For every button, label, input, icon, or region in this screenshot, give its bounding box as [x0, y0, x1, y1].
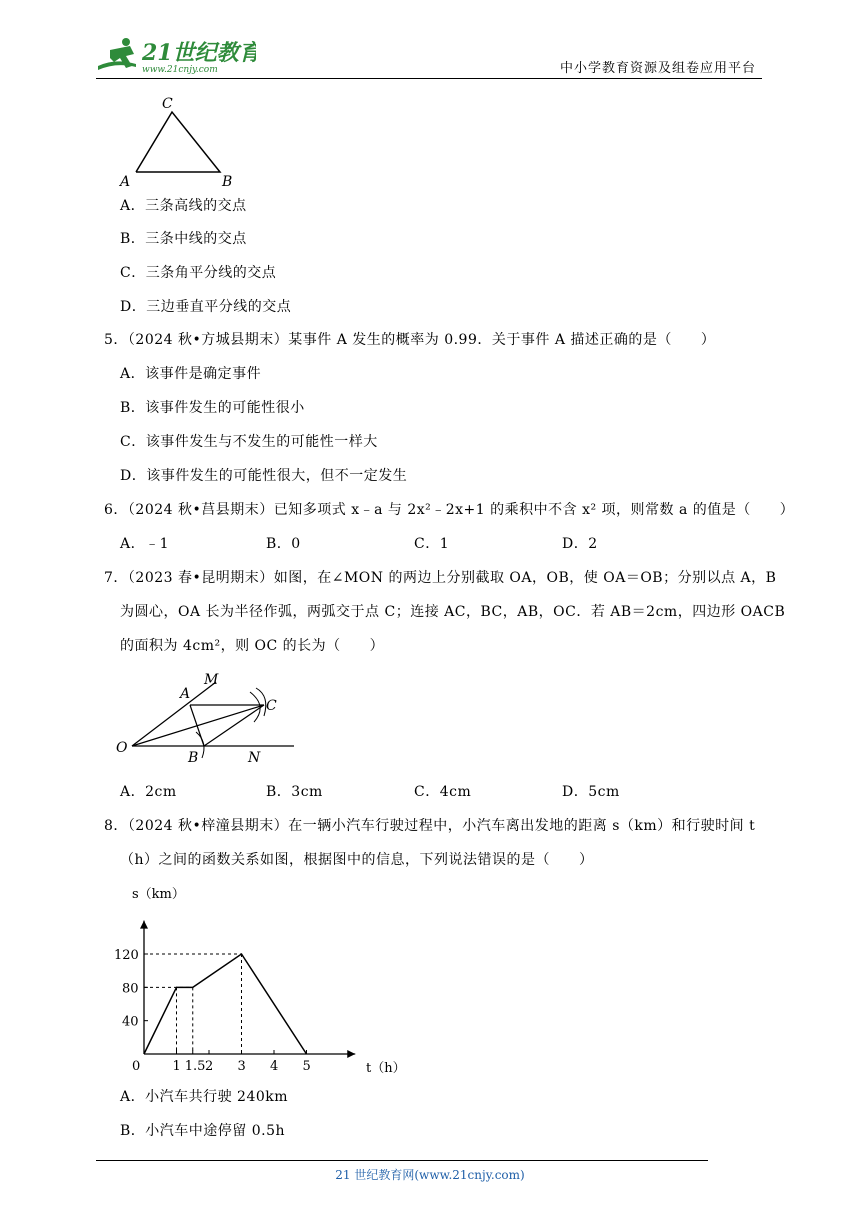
q5-option-b: B．该事件发生的可能性很小: [120, 400, 305, 416]
q8-stem-line1: 8．（2024 秋•梓潼县期末）在一辆小汽车行驶过程中，小汽车离出发地的距离 s（km）和行驶时间 t: [104, 818, 756, 834]
y-tick-label: 80: [122, 981, 139, 997]
distance-time-chart: [110, 876, 410, 1076]
q6-stem: 6．（2024 秋•莒县期末）已知多项式 x﹣a 与 2x²﹣2x+1 的乘积中不含 x² 项，则常数 a 的值是（ ）: [104, 502, 795, 518]
point-m-label: M: [204, 672, 219, 688]
q6-option-d: D．2: [562, 536, 598, 552]
q6-option-b: B．0: [266, 536, 301, 552]
q7-option-c: C．4cm: [414, 784, 472, 800]
chart-x-axis-label: t（h）: [366, 1061, 406, 1076]
footer-rule: [96, 1160, 708, 1161]
q5-option-c: C．该事件发生与不发生的可能性一样大: [120, 434, 378, 450]
q6-option-c: C．1: [414, 536, 450, 552]
q5-stem: 5．（2024 秋•方城县期末）某事件 A 发生的概率为 0.99．关于事件 A 描述正确的是（ ）: [104, 332, 716, 348]
q8-option-a: A．小汽车共行驶 240km: [120, 1089, 289, 1105]
chart-y-axis-label: s（km）: [132, 887, 185, 902]
q4-option-d: D．三边垂直平分线的交点: [120, 299, 292, 315]
q4-option-c: C．三条角平分线的交点: [120, 265, 277, 281]
vertex-c-label: C: [162, 96, 173, 112]
x-tick-label: 1.5: [184, 1059, 206, 1074]
x-tick-label: 3: [237, 1059, 246, 1074]
q8-option-b: B．小汽车中途停留 0.5h: [120, 1123, 286, 1139]
x-tick-label: 5: [302, 1059, 311, 1074]
platform-name: 中小学教育资源及组卷应用平台: [559, 61, 756, 76]
point-o-label: O: [116, 740, 128, 756]
x-tick-label: 2: [205, 1059, 214, 1074]
q7-stem-line1: 7．（2023 春•昆明期末）如图，在∠MON 的两边上分别截取 OA，OB，使 OA＝OB；分别以点 A，B: [104, 570, 777, 586]
q7-stem-line2: 为圆心，OA 长为半径作弧，两弧交于点 C；连接 AC，BC，AB，OC．若 AB＝2cm，四边形 OACB: [120, 604, 786, 620]
series-line: [144, 954, 307, 1054]
q8-stem-line2: （h）之间的函数关系如图，根据图中的信息，下列说法错误的是（ ）: [120, 852, 594, 868]
q4-option-a: A．三条高线的交点: [120, 198, 247, 214]
point-b-label: B: [188, 750, 199, 766]
footer-text: 21 世纪教育网(www.21cnjy.com): [335, 1168, 525, 1182]
point-n-label: N: [248, 750, 261, 766]
vertex-b-label: B: [222, 174, 233, 190]
y-tick-label: 120: [114, 948, 139, 964]
logo-text: 21世纪教育: [142, 40, 256, 66]
x-tick-label: 0: [132, 1059, 141, 1074]
header-rule: [96, 78, 762, 79]
point-a-label: A: [180, 686, 191, 702]
triangle-figure: [112, 94, 252, 192]
x-tick-label: 1: [172, 1059, 181, 1074]
site-logo: [96, 36, 256, 76]
x-tick-label: 4: [270, 1059, 279, 1074]
q4-option-b: B．三条中线的交点: [120, 231, 247, 247]
y-tick-label: 40: [122, 1014, 139, 1030]
q5-option-a: A．该事件是确定事件: [120, 366, 262, 382]
vertex-a-label: A: [120, 174, 131, 190]
angle-construction-figure: [112, 666, 302, 770]
x-axis-arrow: [347, 1050, 355, 1058]
q7-option-b: B．3cm: [266, 784, 323, 800]
y-axis-arrow: [140, 921, 148, 929]
logo-url: www.21cnjy.com: [142, 65, 218, 75]
q7-option-d: D．5cm: [562, 784, 620, 800]
q7-option-a: A．2cm: [120, 784, 177, 800]
q6-option-a: A．﹣1: [120, 536, 170, 552]
point-c-label: C: [266, 698, 277, 714]
q7-stem-line3: 的面积为 4cm²，则 OC 的长为（ ）: [120, 638, 385, 654]
q5-option-d: D．该事件发生的可能性很大，但不一定发生: [120, 468, 408, 484]
